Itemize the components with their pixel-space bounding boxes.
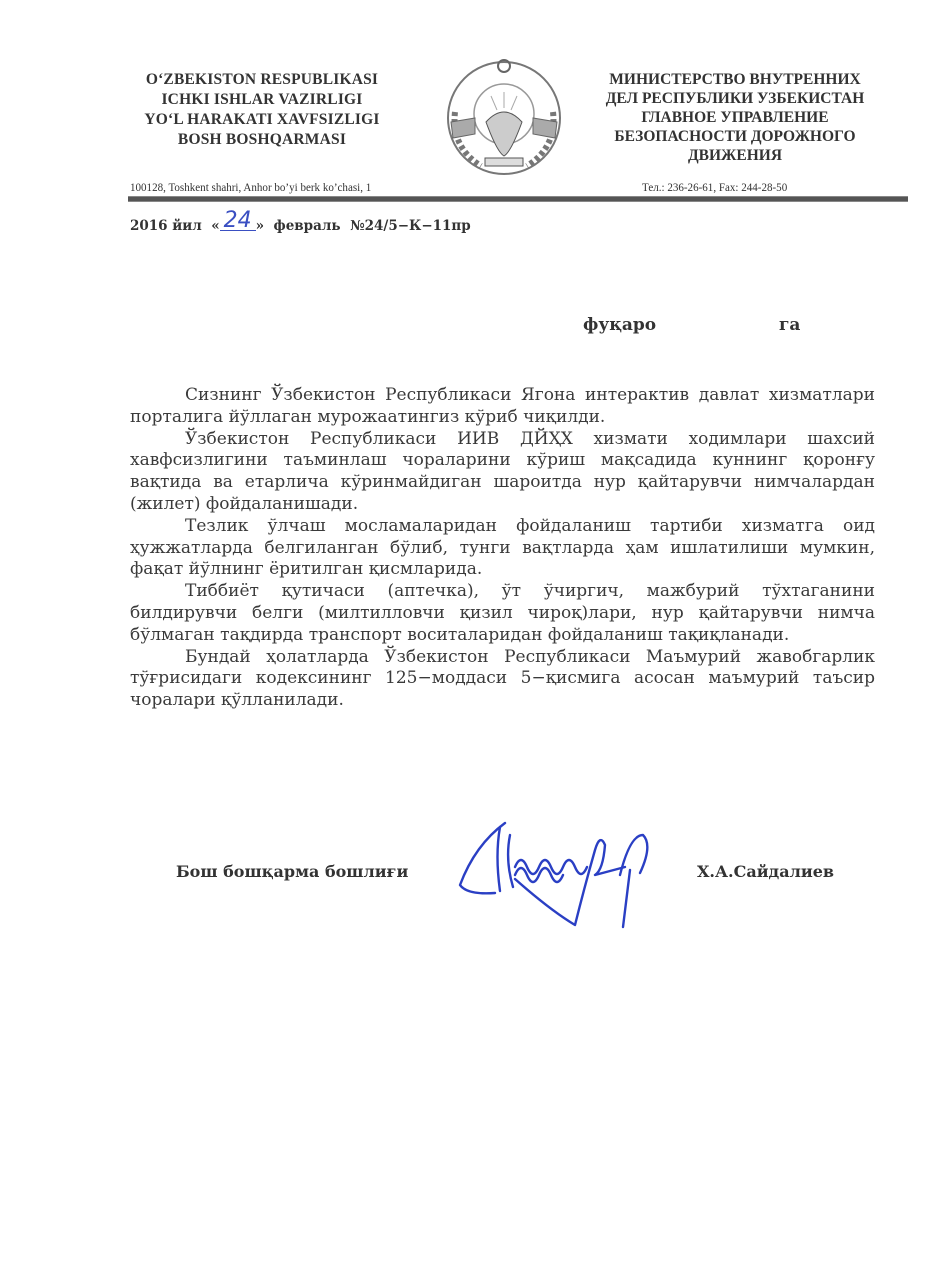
letterhead-right-line: МИНИСТЕРСТВО ВНУТРЕННИХ <box>609 71 861 88</box>
paragraph: Тезлик ўлчаш мосламаларидан фойдаланиш тартиби хизматга оид ҳужжатларда белгиланган бўлиб, тунги вақтларда ҳам ишлатилиши мумкин, фақат йўлнинг ёритилган қисмларида. <box>130 515 875 580</box>
paragraph: Бундай ҳолатларда Ўзбекистон Республикаси Маъмурий жавобгарлик тўғрисидаги кодексининг 125−моддаси 5−қисмига асосан маъмурий таъсир чоралари қўлланилади. <box>130 646 875 711</box>
date-month: февраль <box>273 218 341 234</box>
letterhead-left-line: ICHKI ISHLAR VAZIRLIGI <box>161 91 363 108</box>
recipient <box>583 315 801 335</box>
letterhead-left <box>112 70 412 150</box>
state-emblem-icon <box>441 52 567 178</box>
letterhead-right-line: ГЛАВНОЕ УПРАВЛЕНИЕ <box>641 109 829 126</box>
letterhead-left-line: BOSH BOSHQARMASI <box>177 131 347 148</box>
paragraph: Тиббиёт қутичаси (аптечка), ўт ўчиргич, мажбурий тўхтаганини билдирувчи белги (милтилловчи қизил чироқ)лари, нур қайтарувчи нимча бўлмаган тақдирда транспорт воситаларидан фойдаланиш тақиқланади. <box>130 581 875 645</box>
date-day: 24 <box>220 212 256 231</box>
date-close-quote: » <box>255 218 265 234</box>
recipient-suffix: га <box>779 315 801 335</box>
signatory-title: Бош бошқарма бошлиғи <box>176 862 409 881</box>
letterhead-left-line: O‘ZBEKISTON RESPUBLIKASI <box>145 71 379 88</box>
recipient-prefix: фуқаро <box>583 315 657 335</box>
letterhead-right-line: ДВИЖЕНИЯ <box>687 147 783 164</box>
dateline <box>130 208 471 234</box>
date-open-quote: « <box>211 218 220 234</box>
signatory-name: Х.А.Сайдалиев <box>697 862 835 881</box>
address: 100128, Toshkent shahri, Anhor bo’yi berk ko’chasi, 1 <box>130 180 372 194</box>
letterhead-left-line: YO‘L HARAKATI XAVFSIZLIGI <box>144 111 380 128</box>
header-divider <box>128 196 908 202</box>
letterhead-right-line: БЕЗОПАСНОСТИ ДОРОЖНОГО <box>614 128 856 145</box>
letter-body <box>130 385 875 712</box>
letterhead-right-line: ДЕЛ РЕСПУБЛИКИ УЗБЕКИСТАН <box>605 90 865 107</box>
contacts: Тел.: 236-26-61, Fax: 244-28-50 <box>642 180 788 194</box>
document-number: №24/5−К−11пр <box>349 218 471 234</box>
paragraph: Сизнинг Ўзбекистон Республикаси Ягона интерактив давлат хизматлари порталига йўллаган мурожаатингиз кўриб чиқилди. <box>130 385 875 427</box>
handwritten-signature <box>455 815 665 930</box>
date-year: 2016 йил <box>130 218 202 234</box>
paragraph: Ўзбекистон Республикаси ИИВ ДЙҲХ хизмати ходимлари шахсий хавфсизлигини таъминлаш чораларини кўриш мақсадида куннинг қоронғу вақтида ва етарлича кўринмайдиган шароитда нур қайтарувчи нимчалардан (жилет) фойдаланишади. <box>130 428 875 514</box>
letterhead-right <box>585 70 885 165</box>
